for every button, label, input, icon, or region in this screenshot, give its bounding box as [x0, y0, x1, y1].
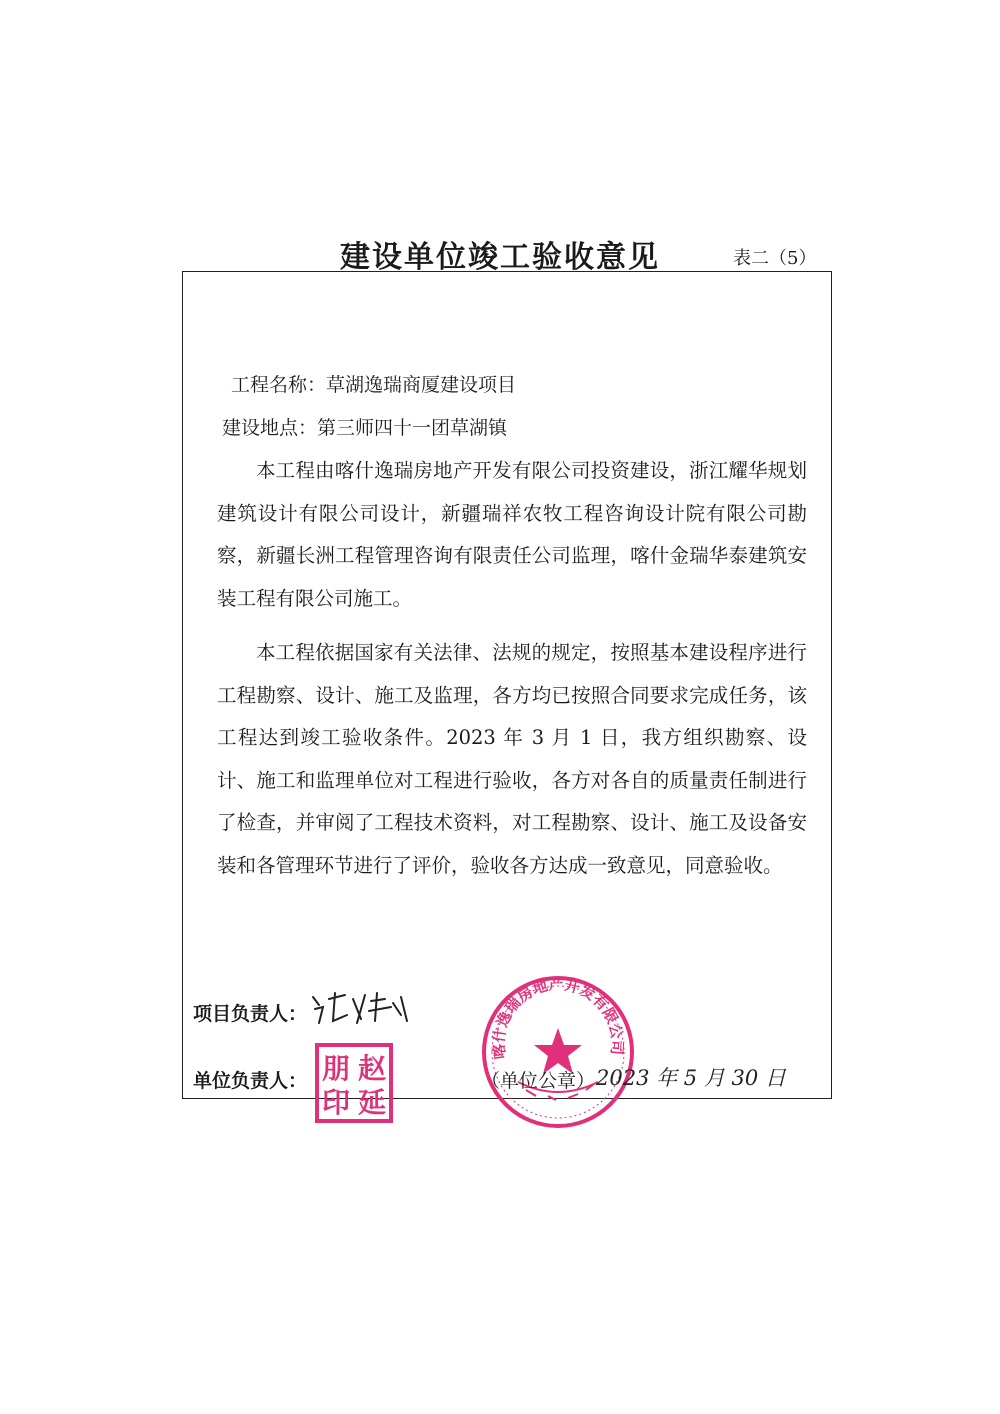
svg-text:喀什逸瑞房地产开发有限公司: 喀什逸瑞房地产开发有限公司 [489, 975, 627, 1061]
project-name-line: 工程名称：草湖逸瑞商厦建设项目 [231, 374, 517, 396]
handwritten-date: 2023 年 5 月 30 日 [596, 1066, 786, 1090]
name-seal [314, 1042, 394, 1124]
svg-text:朋: 朋 [321, 1052, 351, 1085]
seal-caption: （单位公章） [481, 1070, 596, 1092]
table-number: 表二（5） [733, 248, 817, 269]
company-seal [478, 972, 638, 1132]
project-lead-signature [305, 985, 415, 1030]
body-paragraph-2: 本工程依据国家有关法律、法规的规定，按照基本建设程序进行工程勘察、设计、施工及监理，各方均已按照合同要求完成任务，该工程达到竣工验收条件。2023 年 3 月 1 日，我方组织勘察、设计、施工和监理单位对工程进行验收，各方对各自的质量责任制进行了检查，并审阅了工程技术资料，对工程勘察、设计、施工及设备安装和各管理环节进行了评价，验收各方达成一致意见，同意验收。 [217, 641, 807, 877]
document-title: 建设单位竣工验收意见 [340, 240, 660, 275]
unit-lead-label: 单位负责人： [193, 1070, 308, 1092]
body-paragraph-1: 本工程由喀什逸瑞房地产开发有限公司投资建设，浙江耀华规划建筑设计有限公司设计，新疆瑞祥农牧工程咨询设计院有限公司勘察，新疆长洲工程管理咨询有限责任公司监理，喀什金瑞华泰建筑安装工程有限公司施工。 [217, 459, 807, 610]
svg-text:印: 印 [321, 1086, 351, 1119]
project-lead-label: 项目负责人： [193, 1003, 308, 1025]
svg-text:延: 延 [357, 1086, 387, 1119]
svg-text:赵: 赵 [357, 1052, 387, 1085]
project-location-line: 建设地点：第三师四十一团草湖镇 [222, 417, 508, 439]
